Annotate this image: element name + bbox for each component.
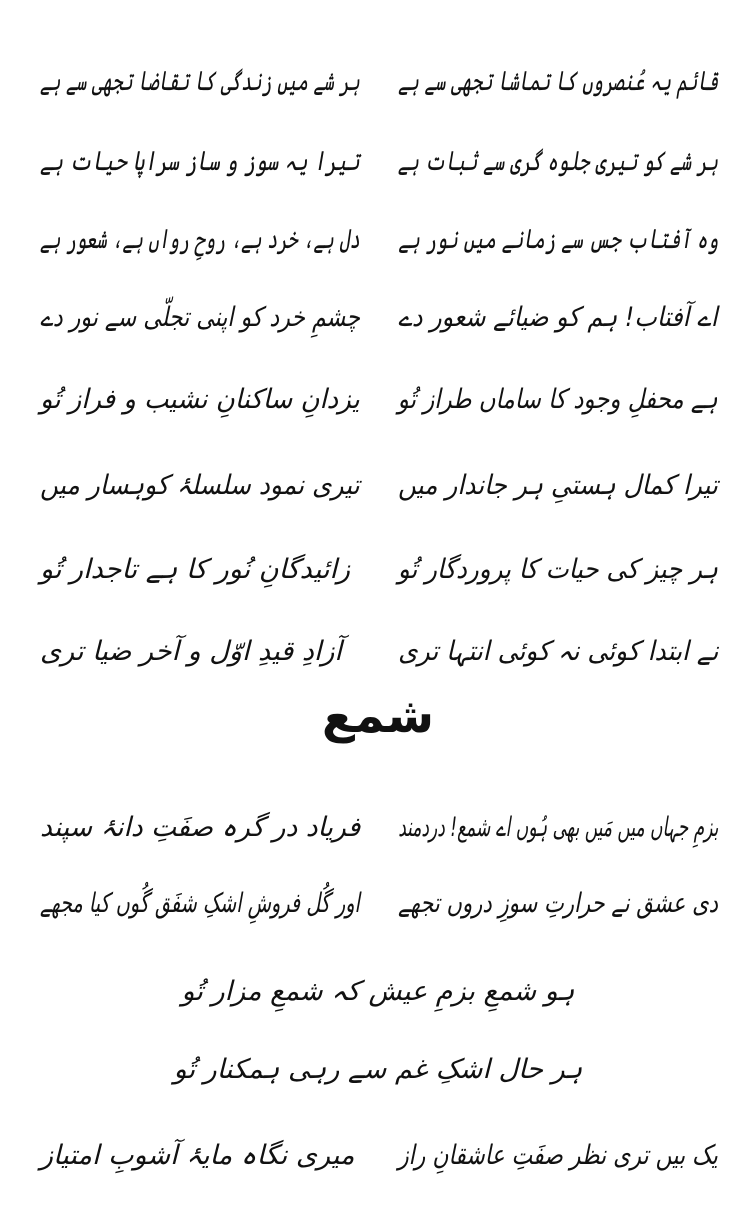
verse-center-1: ہو شمعِ بزمِ عیش کہ شمعِ مزار تُو — [181, 976, 575, 1007]
verse-left-11: میری نگاہ مایۂ آشوبِ امتیاز — [40, 1140, 355, 1171]
verse-left-8: آزادِ قیدِ اوّل و آخر ضیا تری — [40, 636, 342, 667]
verse-left-7: زائیدگانِ نُور کا ہے تاجدار تُو — [40, 554, 351, 585]
verse-right-7: ہر چیز کی حیات کا پروردگار تُو — [397, 554, 718, 585]
verse-right-10: دی عشق نے حرارتِ سوزِ دروں تجھے — [398, 888, 718, 919]
verse-right-3: وہ آفتاب جس سے زمانے میں نور ہے — [397, 224, 718, 255]
verse-right-8: نے ابتدا کوئی نہ کوئی انتہا تری — [397, 636, 718, 667]
poem-title: شمع — [321, 688, 435, 744]
verse-center-2: ہر حال اشکِ غم سے رہی ہمکنار تُو — [173, 1054, 583, 1085]
verse-right-2: ہر شے کو تیری جلوہ گری سے ثبات ہے — [397, 146, 718, 177]
verse-right-4: اے آفتاب! ہم کو ضیائے شعور دے — [398, 302, 718, 333]
verse-right-1: قائم یہ عُنصروں کا تماشا تجھی سے ہے — [397, 66, 718, 97]
verse-left-9: فریاد در گرہ صفَتِ دانۂ سپند — [40, 812, 361, 843]
verse-left-5: یزدانِ ساکنانِ نشیب و فراز تُو — [40, 384, 360, 415]
verse-left-1: ہر شے میں زندگی کا تقاضا تجھی سے ہے — [40, 66, 360, 97]
verse-right-9: بزمِ جہاں میں مَیں بھی ہُوں اے شمع! دردمند — [397, 812, 718, 843]
verse-left-6: تیری نمود سلسلۂ کوہسار میں — [40, 470, 360, 501]
verse-left-10: اور گُل فروشِ اشکِ شفَق گُوں کیا مجھے — [40, 888, 360, 919]
verse-right-6: تیرا کمال ہستیِ ہر جاندار میں — [398, 470, 718, 501]
verse-left-2: تیرا یہ سوز و ساز سراپا حیات ہے — [40, 146, 360, 177]
verse-left-4: چشمِ خرد کو اپنی تجلّی سے نور دے — [40, 302, 360, 333]
verse-right-5: ہے محفلِ وجود کا ساماں طراز تُو — [398, 384, 718, 415]
verse-right-11: یک بیں تری نظر صفَتِ عاشقانِ راز — [398, 1140, 718, 1171]
verse-left-3: دل ہے، خرد ہے، روحِ رواں ہے، شعور ہے — [40, 224, 360, 255]
